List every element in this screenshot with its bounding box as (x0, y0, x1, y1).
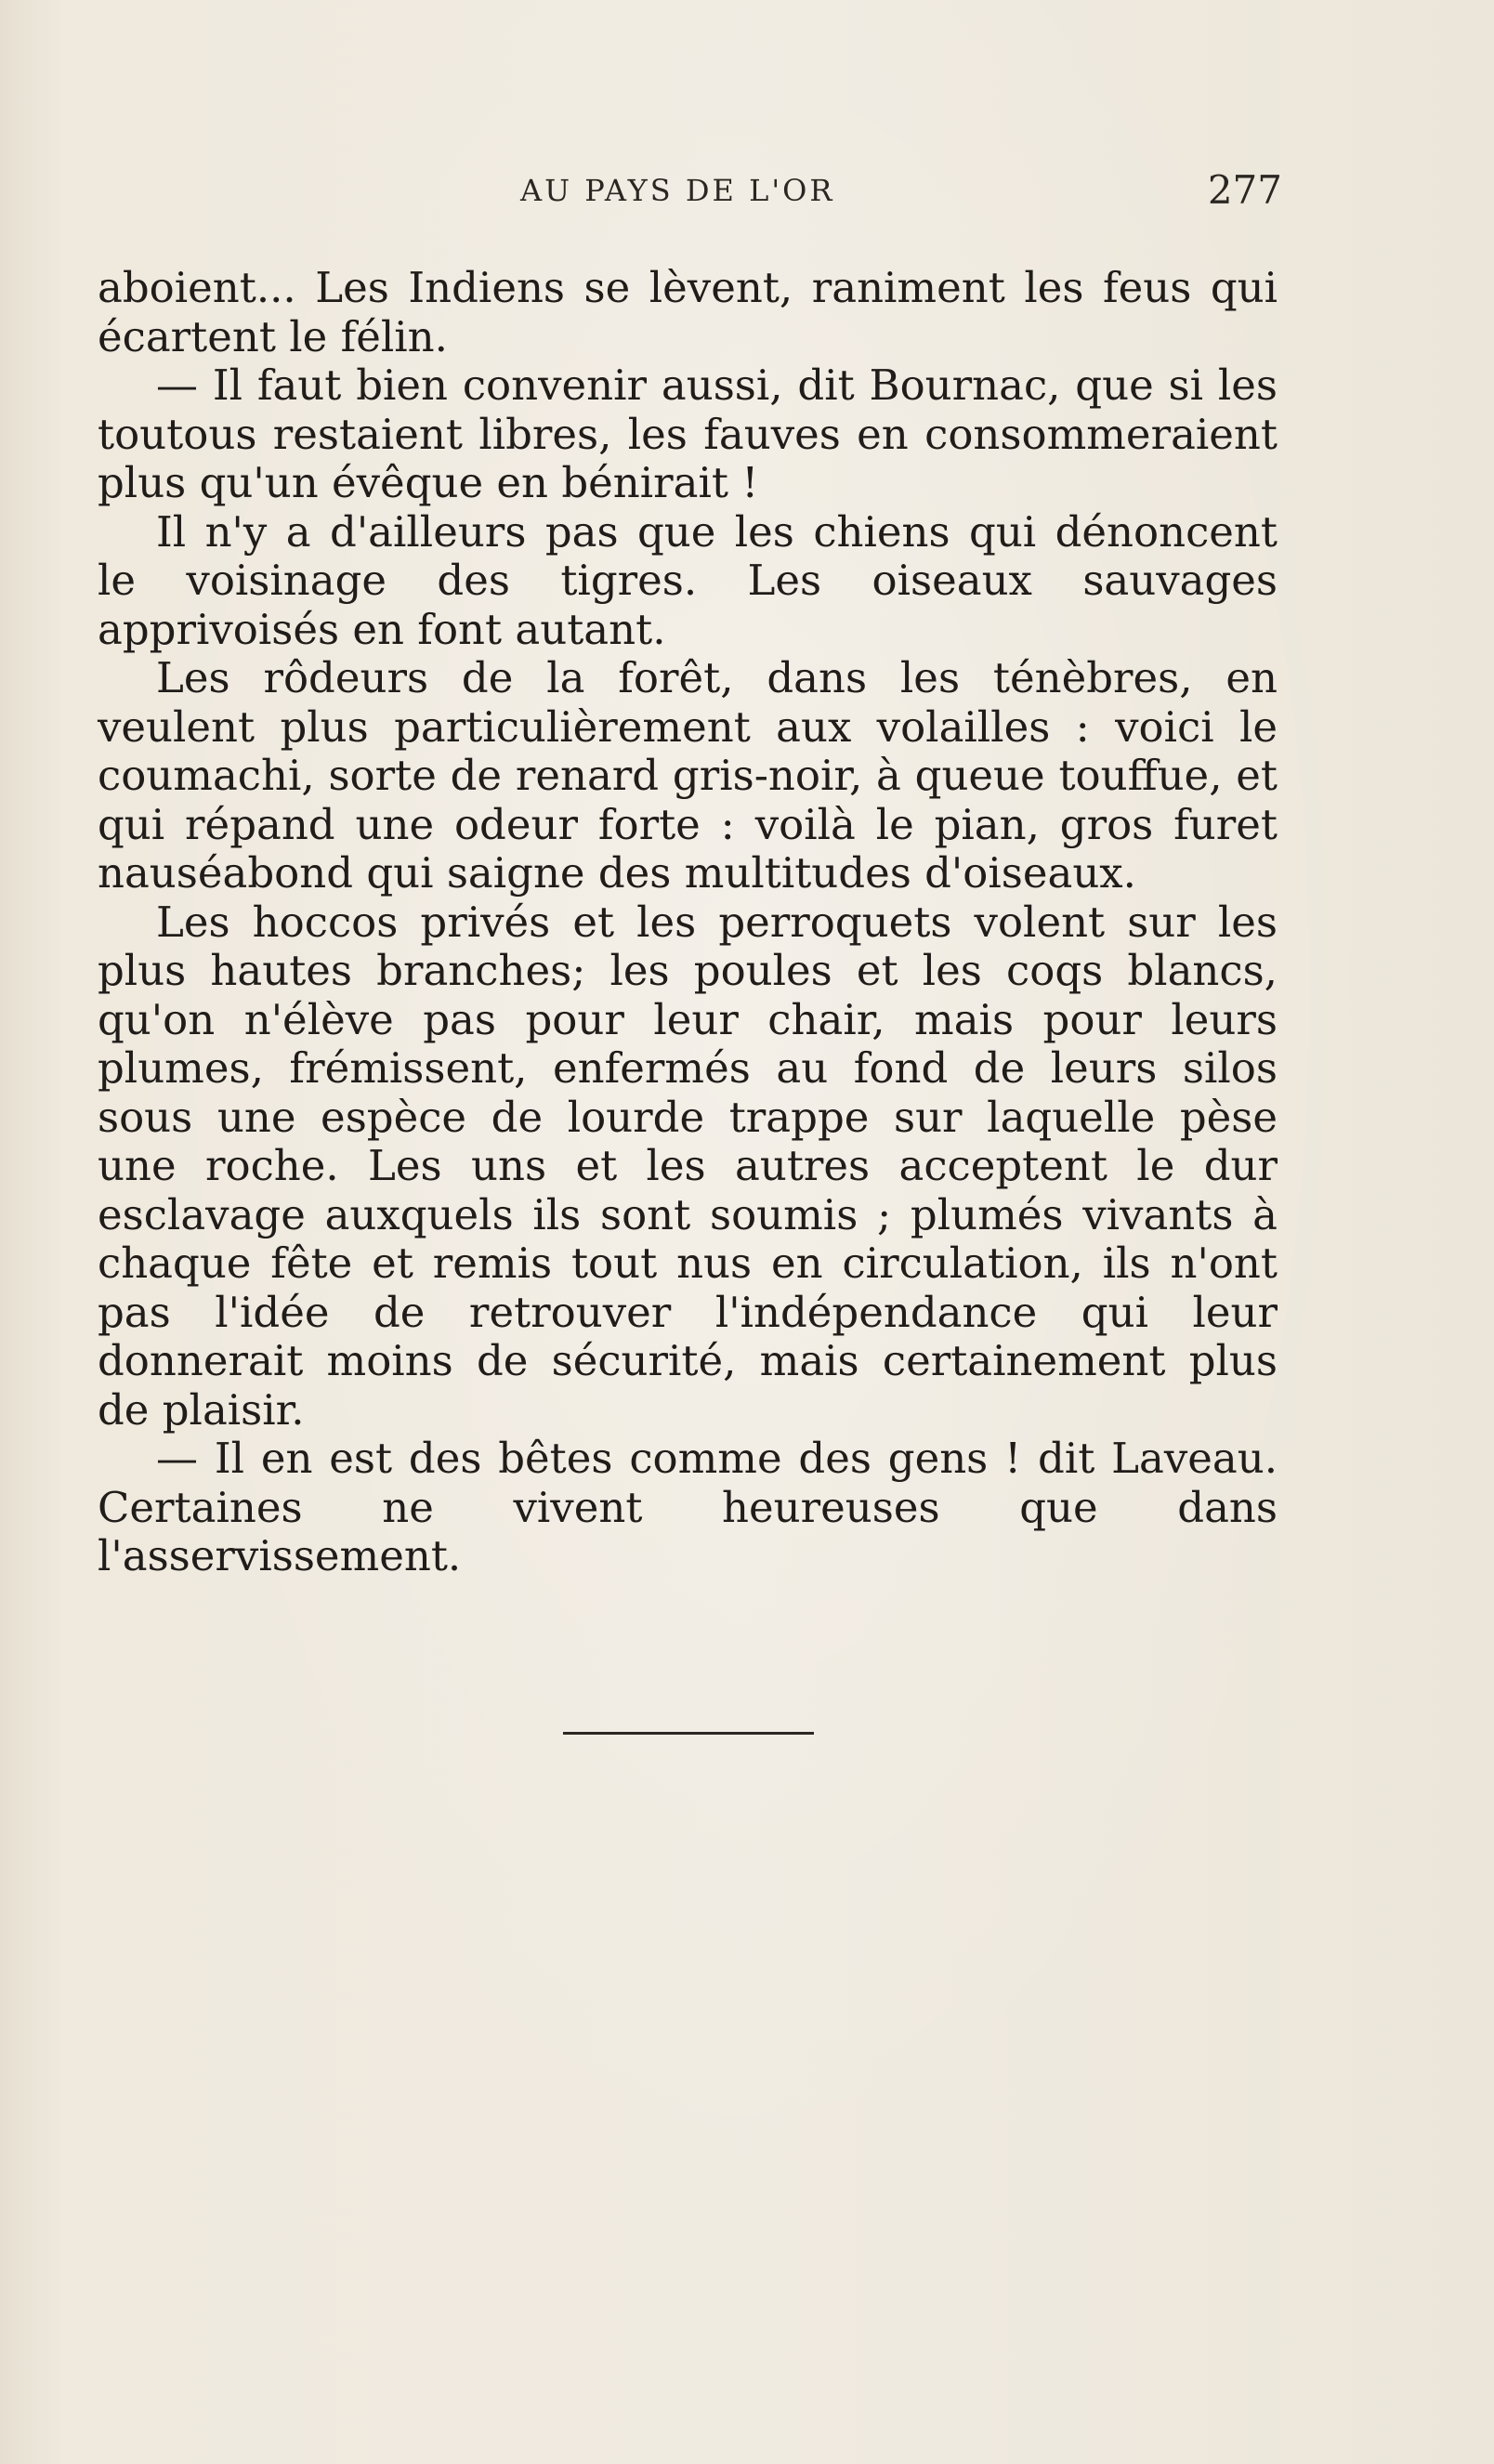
page-number: 277 (1207, 167, 1282, 213)
paragraph: Les hoccos privés et les perroquets volent sur les plus hautes branches; les poules et les coqs blancs, qu'on n'élève pas pour leur chair, mais pour leurs plumes, frémissent, enfermés au fond de leurs silos sous une espèce de lourde trappe sur laquelle pèse une roche. Les uns et les autres acceptent le dur esclavage auxquels ils sont soumis ; plumés vivants à chaque fête et remis tout nus en circulation, ils n'ont pas l'idée de retrouver l'indépendance qui leur donnerait moins de sécurité, mais certainement plus de plaisir. (98, 897, 1278, 1435)
running-head (93, 167, 1282, 219)
body-text (98, 264, 1278, 1581)
paragraph: — Il en est des bêtes comme des gens ! dit Laveau. Certaines ne vivent heureuses que dans l'asservissement. (98, 1434, 1278, 1580)
running-title: AU PAYS DE L'OR (520, 173, 835, 208)
paragraph: Les rôdeurs de la forêt, dans les ténèbres, en veulent plus particulièrement aux volailles : voici le coumachi, sorte de renard gris-noir, à queue touffue, et qui répand une odeur forte : voilà le pian, gros furet nauséabond qui saigne des multitudes d'oiseaux. (98, 653, 1278, 898)
paragraph: Il n'y a d'ailleurs pas que les chiens qui dénoncent le voisinage des tigres. Les oiseaux sauvages apprivoisés en font autant. (98, 506, 1278, 654)
paragraph: — Il faut bien convenir aussi, dit Bournac, que si les toutous restaient libres, les fauves en consommeraient plus qu'un évêque en bénirait ! (98, 360, 1278, 507)
chapter-end-rule (563, 1732, 814, 1735)
paragraph: aboient... Les Indiens se lèvent, raniment les feus qui écartent le félin. (98, 263, 1278, 361)
